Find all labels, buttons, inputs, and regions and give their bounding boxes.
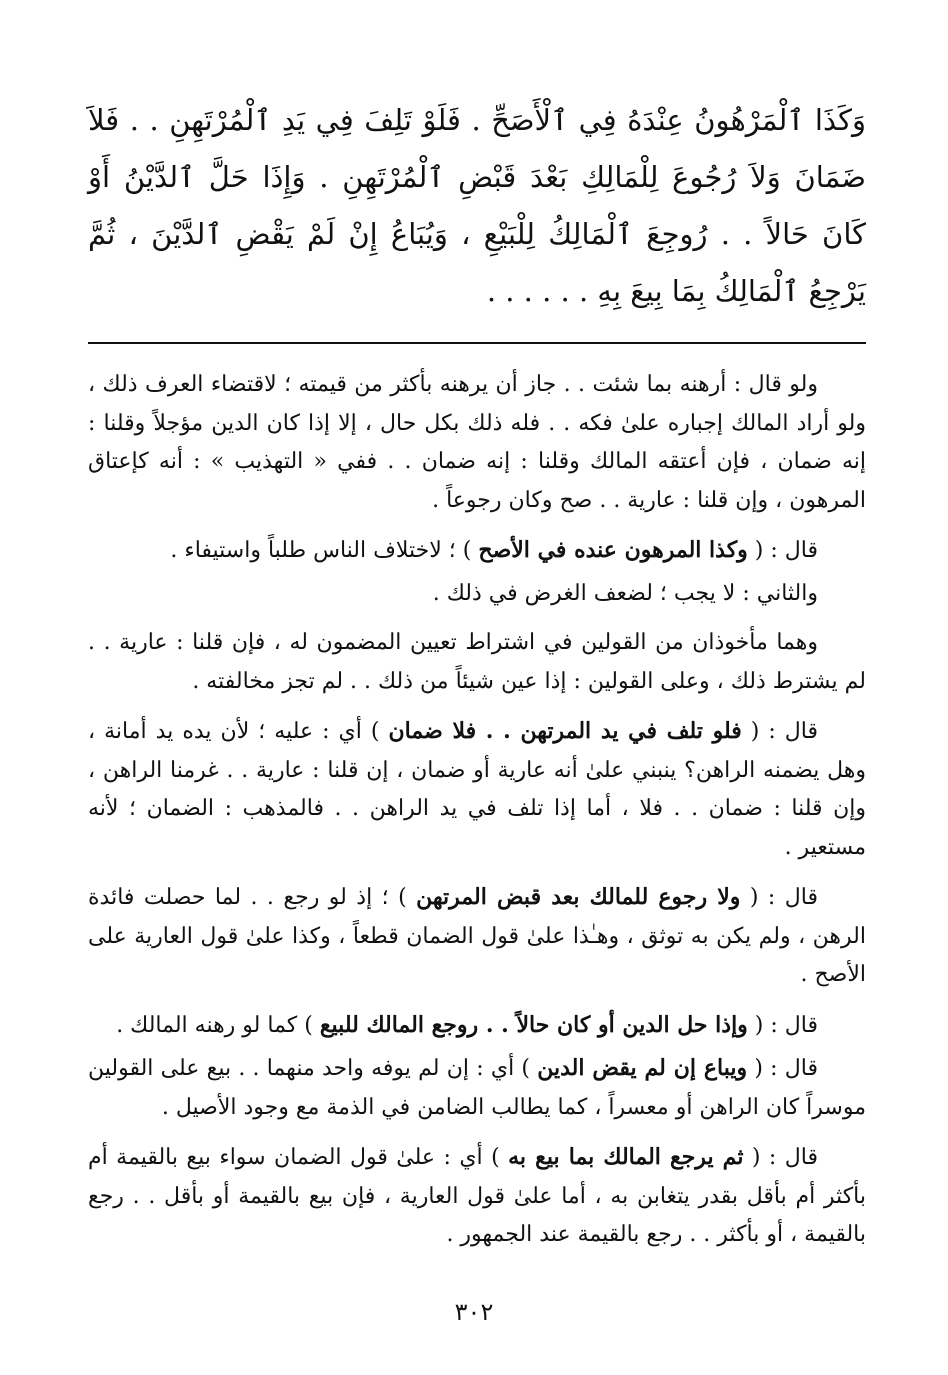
commentary-paragraph: قال : ( فلو تلف في يد المرتهن . . فلا ضمان ) أي : عليه ؛ لأن يده يد أمانة ، وهل يضمنه الراهن؟ ينبني علىٰ أنه عارية أو ضمان ، إن قلنا : عارية . . غرمنا الراهن ، وإن قلنا : ضمان . . فلا ، أما إذا تلف في يد الراهن . . فالمذهب : الضمان ؛ لأنه مستعير . [88, 718, 866, 860]
commentary-paragraph: والثاني : لا يجب ؛ لضعف الغرض في ذلك . [432, 580, 818, 606]
commentary-paragraph: وهما مأخوذان من القولين في اشتراط تعيين المضمون له ، فإن قلنا : عارية . . لم يشترط ذلك ، وعلى القولين : إذا عين شيئاً من ذلك . . لم تجز مخالفته . [88, 630, 866, 694]
quoted-matn: وكذا المرهون عنده في الأصح [478, 537, 748, 563]
commentary-paragraph: قال : ( ثم يرجع المالك بما بيع به ) أي : علىٰ قول الضمان سواء بيع بالقيمة أم بأكثر أم بأقل بقدر يتغابن به ، أما علىٰ قول العارية ، فإن بيع بالقيمة أو بأقل . . رجع بالقيمة ، أو بأكثر . . رجع بالقيمة عند الجمهور . [88, 1144, 866, 1247]
quoted-matn: وإذا حل الدين أو كان حالاً . . روجع المالك للبيع [319, 1011, 748, 1038]
commentary-paragraph: ولو قال : أرهنه بما شئت . . جاز أن يرهنه بأكثر من قيمته ؛ لاقتضاء العرف ذلك ، ولو أراد المالك إجباره علىٰ فكه . . فله ذلك بكل حال ، إلا إذا كان الدين مؤجلاً وقلنا : إنه ضمان ، فإن أعتقه المالك وقلنا : إنه ضمان . . ففي « التهذيب » : أنه كإعتاق المرهون ، وإن قلنا : عارية . . صح وكان رجوعاً . [88, 372, 866, 513]
separator-rule [88, 342, 866, 344]
page-body [88, 92, 866, 1266]
matn-text: وَكَذَا ٱلْمَرْهُونُ عِنْدَهُ فِي ٱلْأَصَحِّ . فَلَوْ تَلِفَ فِي يَدِ ٱلْمُرْتَهِنِ . . فَلاَ ضَمَانَ وَلاَ رُجُوعَ لِلْمَالِكِ بَعْدَ قَبْضِ ٱلْمُرْتَهِنِ . وَإِذَا حَلَّ ٱلدَّيْنُ أَوْ كَانَ حَالاً . . رُوجِعَ ٱلْمَالِكُ لِلْبَيْعِ ، وَيُبَاعُ إِنْ لَمْ يَقْضِ ٱلدَّيْنَ ، ثُمَّ يَرْجِعُ ٱلْمَالِكُ بِمَا بِيعَ بِهِ . . . . . . [88, 103, 866, 308]
commentary-paragraph: قال : ( ويباع إن لم يقض الدين ) أي : إن لم يوفه واحد منهما . . بيع على القولين موسراً كان الراهن أو معسراً ، كما يطالب الضامن في الذمة مع وجود الأصيل . [88, 1055, 866, 1120]
quoted-matn: فلو تلف في يد المرتهن . . فلا ضمان [388, 718, 742, 744]
commentary [88, 366, 866, 1255]
quoted-matn: ولا رجوع للمالك بعد قبض المرتهن [416, 884, 741, 910]
commentary-paragraph: قال : ( وإذا حل الدين أو كان حالاً . . روجع المالك للبيع ) كما لو رهنه المالك . [116, 1011, 818, 1038]
commentary-paragraph: قال : ( وكذا المرهون عنده في الأصح ) ؛ لاختلاف الناس طلباً واستيفاء . [170, 537, 818, 563]
quoted-matn: ثم يرجع المالك بما بيع به [508, 1144, 744, 1170]
commentary-paragraph: قال : ( ولا رجوع للمالك بعد قبض المرتهن ) ؛ إذ لو رجع . . لما حصلت فائدة الرهن ، ولم يكن به توثق ، وهـٰذا علىٰ قول الضمان قطعاً ، وكذا علىٰ قول العارية على الأصح . [88, 884, 866, 987]
page-number: ٣٠٢ [454, 1298, 494, 1326]
quoted-matn: ويباع إن لم يقض الدين [537, 1055, 748, 1081]
